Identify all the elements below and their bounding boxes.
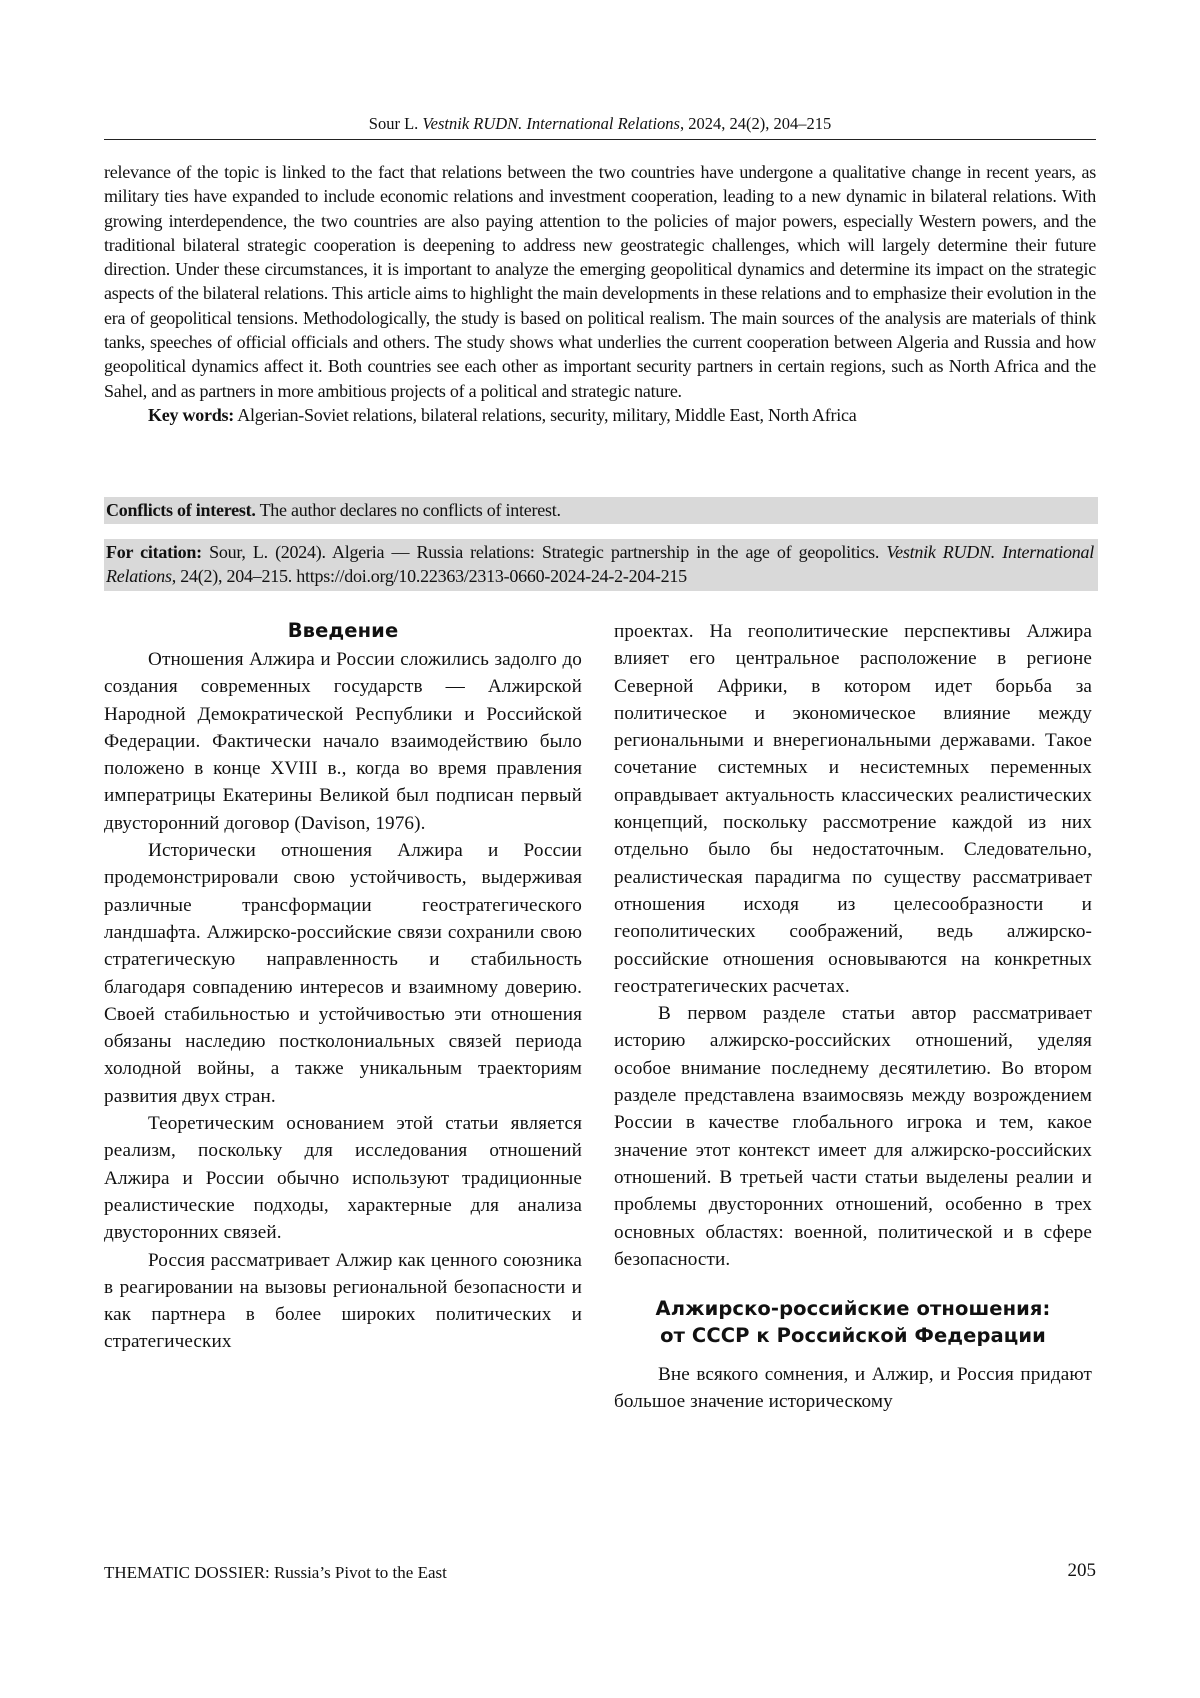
footer-dossier: THEMATIC DOSSIER: Russia’s Pivot to the East [104,1563,447,1582]
abstract-text: relevance of the topic is linked to the fact that relations between the two countries have undergone a qualitative change in recent years, as military ties have expanded to include economic relations and investment cooperation, leading to a new dynamic in bilateral relations. With growing interdependence, the two countries are also paying attention to the policies of major powers, especially Western powers, and the traditional bilateral strategic cooperation is deepening to address new geostrategic challenges, which will largely determine their future direction. Under these circumstances, it is important to analyze the emerging geopolitical dynamics and determine its impact on the strategic aspects of the bilateral relations. This article aims to highlight the main developments in these relations and to emphasize their evolution in the era of geopolitical tensions. Methodologically, the study is based on political realism. The main sources of the analysis are materials of think tanks, speeches of official officials and others. The study shows what underlies the current cooperation between Algeria and Russia and how geopolitical dynamics affect it. Both countries see each other as important security partners in certain regions, such as North Africa and the Sahel, and as partners in more ambitious projects of a political and strategic nature. [104,162,1096,401]
citation-journal: Vestnik RUDN. International Relations [106,542,1094,587]
abstract [104,160,1096,427]
citation-doi[interactable]: , 24(2), 204–215. https://doi.org/10.22363/2313-0660-2024-24-2-204-215 [171,566,687,587]
body-paragraph: Исторически отношения Алжира и России продемонстрировали свою устойчивость, выдерживая различные трансформации геостратегического ландшафта. Алжирско-российские связи сохранили свою стратегическую направленность и стабильность благодаря совпадению интересов и взаимному доверию. Своей стабильностью и устойчивостью эти отношения обязаны наследию постколониальных связей периода холодной войны, а также уникальным траекториям развития двух стран. [104,840,582,1107]
conflicts-text: The author declares no conflicts of interest. [255,500,561,520]
running-head-issue: , 2024, 24(2), 204–215 [679,114,832,133]
section-heading-line1: Алжирско-российские отношения: [655,1297,1051,1321]
page-number: 205 [1067,1560,1096,1581]
left-column [104,618,582,1356]
citation-text: Sour, L. (2024). Algeria — Russia relations: Strategic partnership in the age of geopolitics. [201,542,887,562]
keywords-text: Algerian-Soviet relations, bilateral relations, security, military, Middle East, North Africa [234,404,857,425]
body-paragraph: Теоретическим основанием этой статьи является реализм, поскольку для исследования отношений Алжира и России обычно используют традиционные реалистические подходы, характерные для анализа двусторонних связей. [104,1113,582,1244]
body-paragraph: Отношения Алжира и России сложились задолго до создания современных государств — Алжирской Народной Демократической Республики и Российской Федерации. Фактически начало взаимодействию было положено в конце XVIII в., когда во время правления императрицы Екатерины Великой был подписан первый двусторонний договор (Davison, 1976). [104,649,582,834]
conflicts-of-interest-box [104,497,1098,524]
keywords [104,403,1096,427]
citation-box [104,539,1098,591]
body-paragraph: В первом разделе статьи автор рассматривает историю алжирско-российских отношений, уделяя особое внимание последнему десятилетию. Во втором разделе представлена взаимосвязь между возрождением России в качестве глобального игрока и тем, какое значение этот контекст имеет для алжирско-российских отношений. В третьей части статьи выделены реалии и проблемы двусторонних отношений, особенно в трех основных областях: военной, политической и в сфере безопасности. [614,1003,1092,1270]
running-head-journal: Vestnik RUDN. International Relations [422,114,680,133]
section-heading [614,1295,1092,1349]
section-heading-line2: от СССР к Российской Федерации [660,1324,1046,1348]
keywords-label: Key words: [148,404,234,425]
body-paragraph: Россия рассматривает Алжир как ценного союзника в реагировании на вызовы региональной безопасности и как партнера в более широких политических и стратегических [104,1249,582,1353]
header-rule [104,139,1096,140]
conflicts-label: Conflicts of interest. [106,500,256,520]
right-column [614,618,1092,1416]
citation-label: For citation: [106,542,202,562]
introduction-heading: Введение [287,619,399,642]
body-paragraph: Вне всякого сомнения, и Алжир, и Россия придают большое значение историческому [614,1364,1092,1413]
running-head [104,114,1096,134]
body-paragraph: проектах. На геополитические перспективы Алжира влияет его центральное расположение в регионе Северной Африки, в котором идет борьба за политическое и экономическое влияние между региональными и внерегиональными державами. Такое сочетание системных и несистемных переменных оправдывает актуальность классических реалистических концепций, поскольку рассмотрение каждой из них отдельно было бы недостаточным. Следовательно, реалистическая парадигма по существу рассматривает отношения исходя из целесообразности и геополитических соображений, ведь алжирско-российские отношения основываются на конкретных геостратегических расчетах. [614,621,1092,997]
running-head-author: Sour L. [368,114,419,133]
